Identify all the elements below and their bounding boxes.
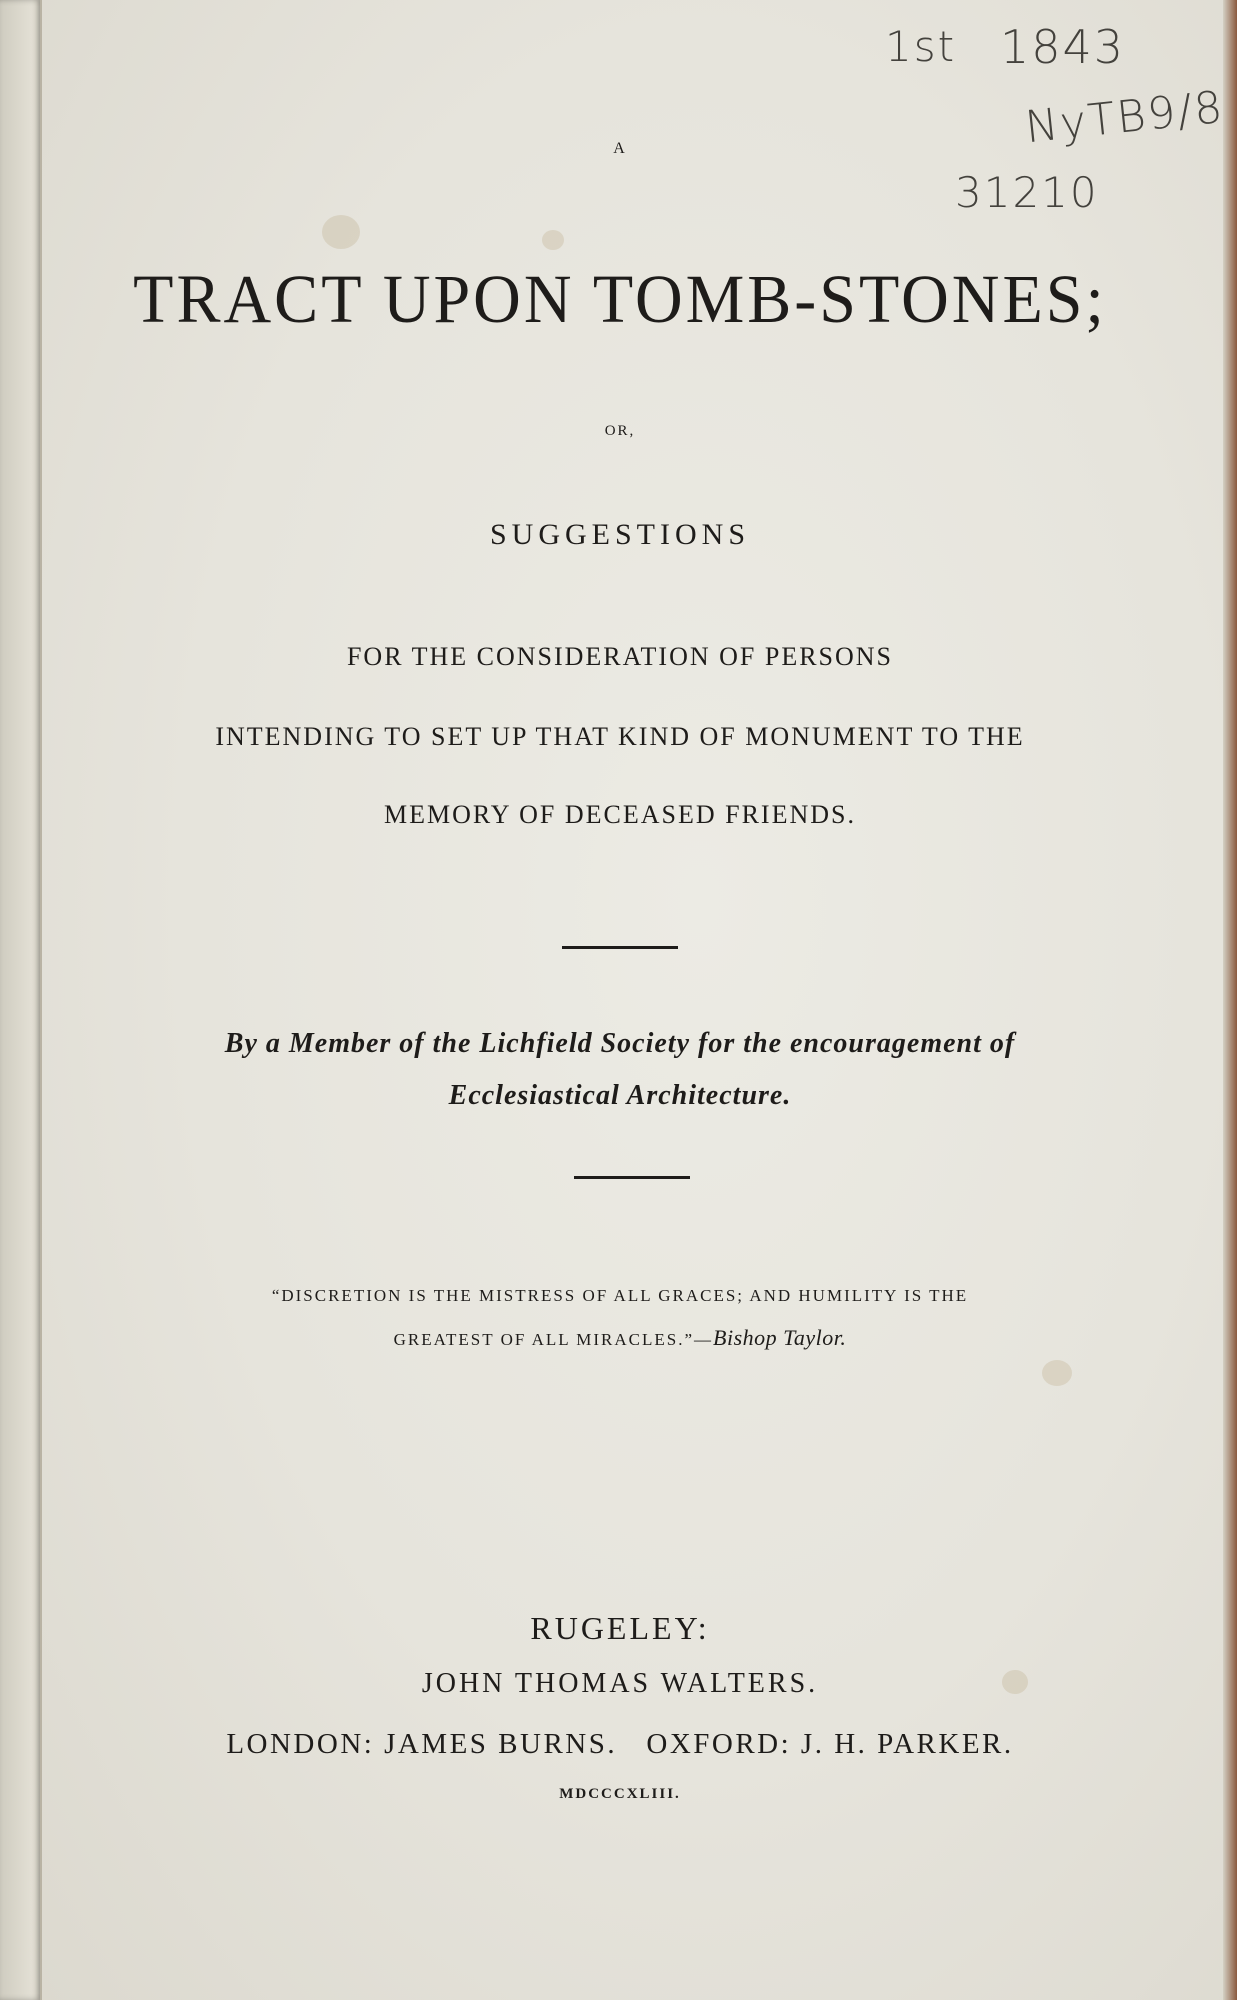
epigraph-text: GREATEST OF ALL MIRACLES.”— (393, 1330, 714, 1349)
imprint-place: RUGELEY: (530, 1610, 710, 1646)
foxing-spot (322, 215, 360, 249)
pencil-edition-note: 1st (885, 22, 957, 71)
foxing-spot (1042, 1360, 1072, 1386)
pencil-year-note: 1843 (1000, 20, 1126, 74)
imprint-printer: JOHN THOMAS WALTERS. (421, 1668, 819, 1699)
purpose-line: INTENDING TO SET UP THAT KIND OF MONUMENT TO THE (215, 722, 1025, 751)
subtitle: SUGGESTIONS (489, 518, 751, 551)
imprint-publishers: LONDON: JAMES BURNS. OXFORD: J. H. PARKER. (226, 1728, 1014, 1760)
page-title: TRACT UPON TOMB-STONES; (133, 261, 1107, 338)
cover-edge (1223, 0, 1237, 2000)
title-article: A (613, 140, 627, 157)
pencil-shelfmark-note: NyTB9/8 (1022, 81, 1227, 154)
epigraph-line-2 (40, 1317, 1200, 1361)
authorship-line: Ecclesiastical Architecture. (448, 1080, 792, 1111)
pencil-number-note: 31210 (955, 168, 1099, 217)
purpose-line: MEMORY OF DECEASED FRIENDS. (384, 800, 856, 829)
epigraph-author: Bishop Taylor. (713, 1325, 847, 1350)
authorship-line: By a Member of the Lichfield Society for the encouragement of (224, 1028, 1016, 1059)
title-conjunction: OR, (604, 423, 636, 439)
divider-rule (562, 946, 678, 949)
foxing-spot (542, 230, 564, 250)
epigraph-line: “DISCRETION IS THE MISTRESS OF ALL GRACES; AND HUMILITY IS THE (271, 1286, 969, 1305)
divider-rule (574, 1176, 690, 1179)
imprint-date: MDCCCXLIII. (559, 1786, 681, 1802)
authorship-statement (40, 1018, 1200, 1122)
purpose-line: FOR THE CONSIDERATION OF PERSONS (346, 642, 894, 671)
epigraph (40, 1275, 1200, 1361)
